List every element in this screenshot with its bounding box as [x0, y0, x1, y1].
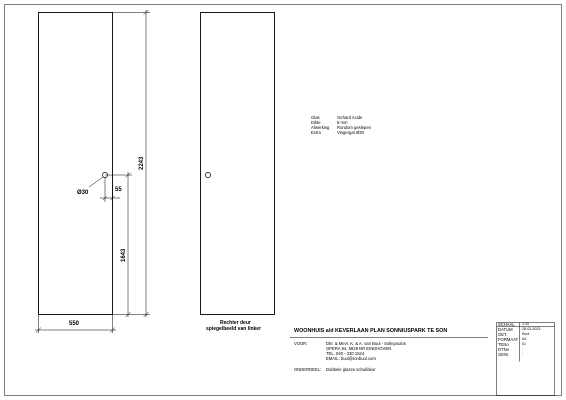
handle-offset-dimension-label: 55 [115, 187, 122, 193]
spec-value: Rondom geslepen [337, 125, 371, 130]
spec-value: Gehard Acide [337, 115, 363, 120]
spec-value: Vingergat Ø30 [337, 130, 364, 135]
info-label: TENo [498, 342, 509, 347]
handle-height-dimension-label: 1643 [121, 248, 127, 262]
client-line: OPERA 94, 5629 NR EINDHOVEN [326, 346, 392, 351]
right-panel-caption-line1: Rechter deur [220, 320, 251, 326]
sheet-border [5, 5, 562, 396]
left-door-panel [39, 13, 113, 315]
info-label: SCHAAL [498, 322, 515, 327]
spec-label: Dikte [311, 120, 321, 125]
info-box [498, 323, 554, 363]
info-value: : [522, 352, 523, 356]
info-label: FORMAAT [498, 337, 519, 342]
spec-value: 8 mm [337, 120, 348, 125]
project-title: WOONHUIS a/d KEVERLAAN PLAN SONNIUSPARK TE SON [294, 328, 448, 334]
info-value: A3 [522, 337, 527, 341]
client-line: Dhr. & Mevr. K. & A. van Buul - Solinpoulos [326, 341, 406, 346]
info-value: Kuut [522, 332, 530, 336]
client-line: TEL. 040 - 230 1524 [326, 351, 365, 356]
right-finger-hole [205, 172, 210, 177]
info-label: DATUM [498, 327, 513, 332]
handle-height-dimension [105, 172, 132, 317]
hole-leader [89, 177, 103, 187]
info-label: DTNo [498, 347, 509, 352]
spec-label: Glas [311, 115, 320, 120]
voor-label: VOOR: [294, 341, 308, 346]
info-value: 01 [522, 342, 526, 346]
right-panel-caption-line2: spiegelbeeld van linker [206, 326, 262, 332]
info-value: 28-03-2023 [522, 327, 541, 331]
info-value: : [522, 347, 523, 351]
onderdeel-label: ONDERDEEL: [294, 367, 322, 372]
info-label: GET. [498, 332, 508, 337]
info-value: 1:10 [522, 322, 529, 326]
width-dimension-label: 550 [69, 321, 80, 327]
onderdeel-value: Dubbele glazen schuifdeur [326, 367, 376, 372]
client-line: EMAIL: buul@tonbuul.com [326, 356, 376, 361]
height-dimension-label: 2243 [139, 156, 145, 170]
info-label: GEW. [498, 352, 509, 357]
spec-label: Afwerking [311, 125, 330, 130]
right-door-panel [201, 13, 275, 315]
hole-diameter-label: Ø30 [77, 190, 89, 196]
spec-label: Extra [311, 130, 321, 135]
